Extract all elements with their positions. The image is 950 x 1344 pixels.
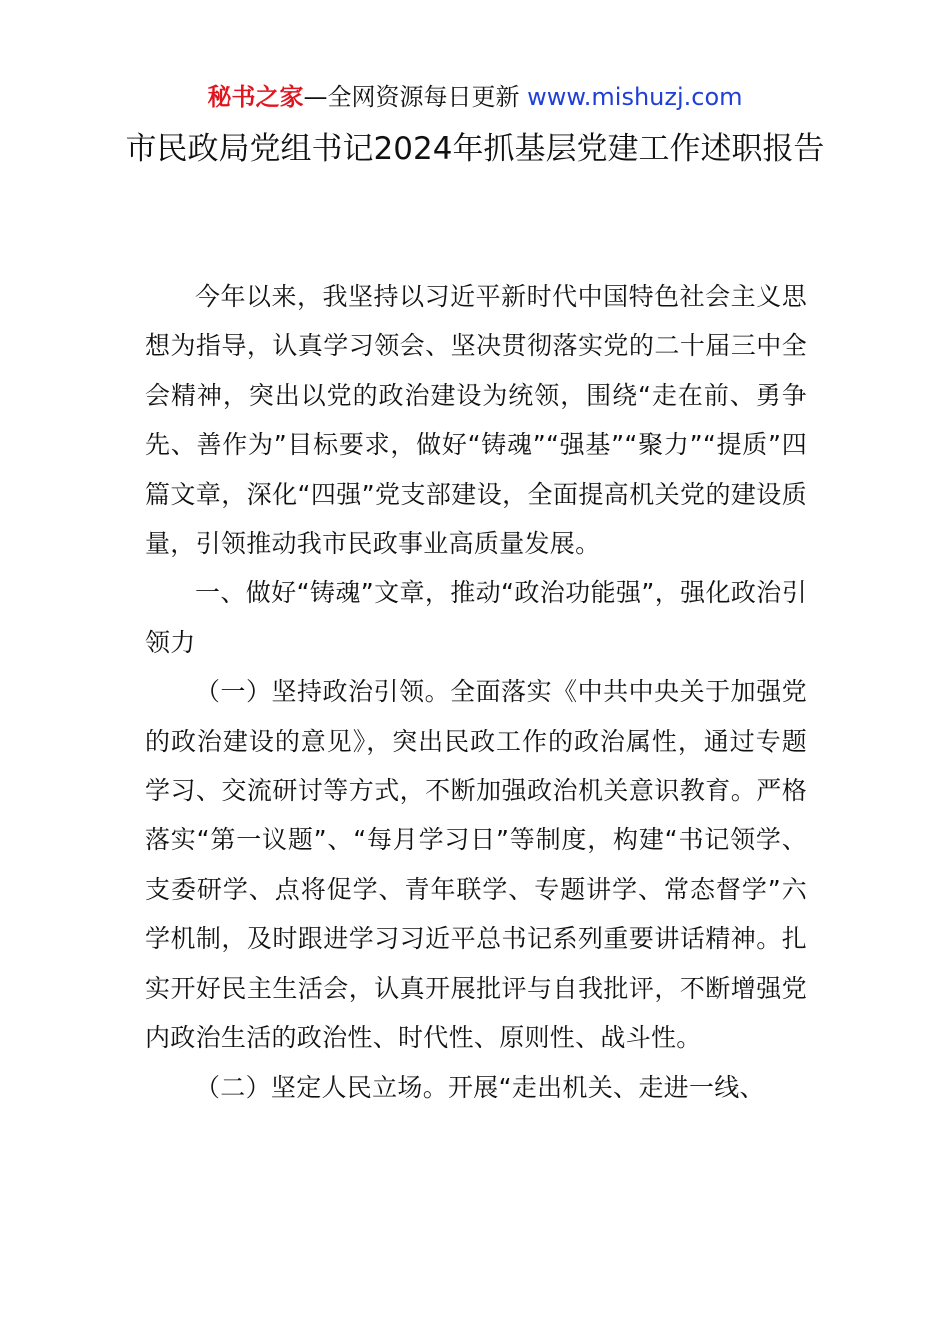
- section-heading-1: 一、做好“铸魂”文章，推动“政治功能强”，强化政治引领力: [145, 578, 807, 657]
- document-title: 市民政局党组书记2024年抓基层党建工作述职报告: [125, 131, 825, 167]
- paragraph-item-1: （一）坚持政治引领。全面落实《中共中央关于加强党的政治建设的意见》，突出民政工作的政治属性，通过专题学习、交流研讨等方式，不断加强政治机关意识教育。严格落实“第一议题”、“每月学习日”等制度，构建“书记领学、支委研学、点将促学、青年联学、专题讲学、常态督学”六学机制，及时跟进学习习近平总书记系列重要讲话精神。扎实开好民主生活会，认真开展批评与自我批评，不断增强党内政治生活的政治性、时代性、原则性、战斗性。: [145, 677, 807, 1053]
- paragraph-item-2: （二）坚定人民立场。开展“走出机关、走进一线、: [195, 1072, 765, 1102]
- brand-name: 秘书之家: [207, 83, 304, 111]
- site-banner: [0, 80, 950, 114]
- paragraph-intro: 今年以来，我坚持以习近平新时代中国特色社会主义思想为指导，认真学习领会、坚决贯彻落实党的二十届三中全会精神，突出以党的政治建设为统领，围绕“走在前、勇争先、善作为”目标要求，做好“铸魂”“强基”“聚力”“提质”四篇文章，深化“四强”党支部建设，全面提高机关党的建设质量，引领推动我市民政事业高质量发展。: [145, 282, 807, 559]
- document-body: [145, 272, 807, 1112]
- site-url-link[interactable]: www.mishuzj.com: [527, 83, 743, 111]
- banner-tagline: —全网资源每日更新: [303, 83, 528, 111]
